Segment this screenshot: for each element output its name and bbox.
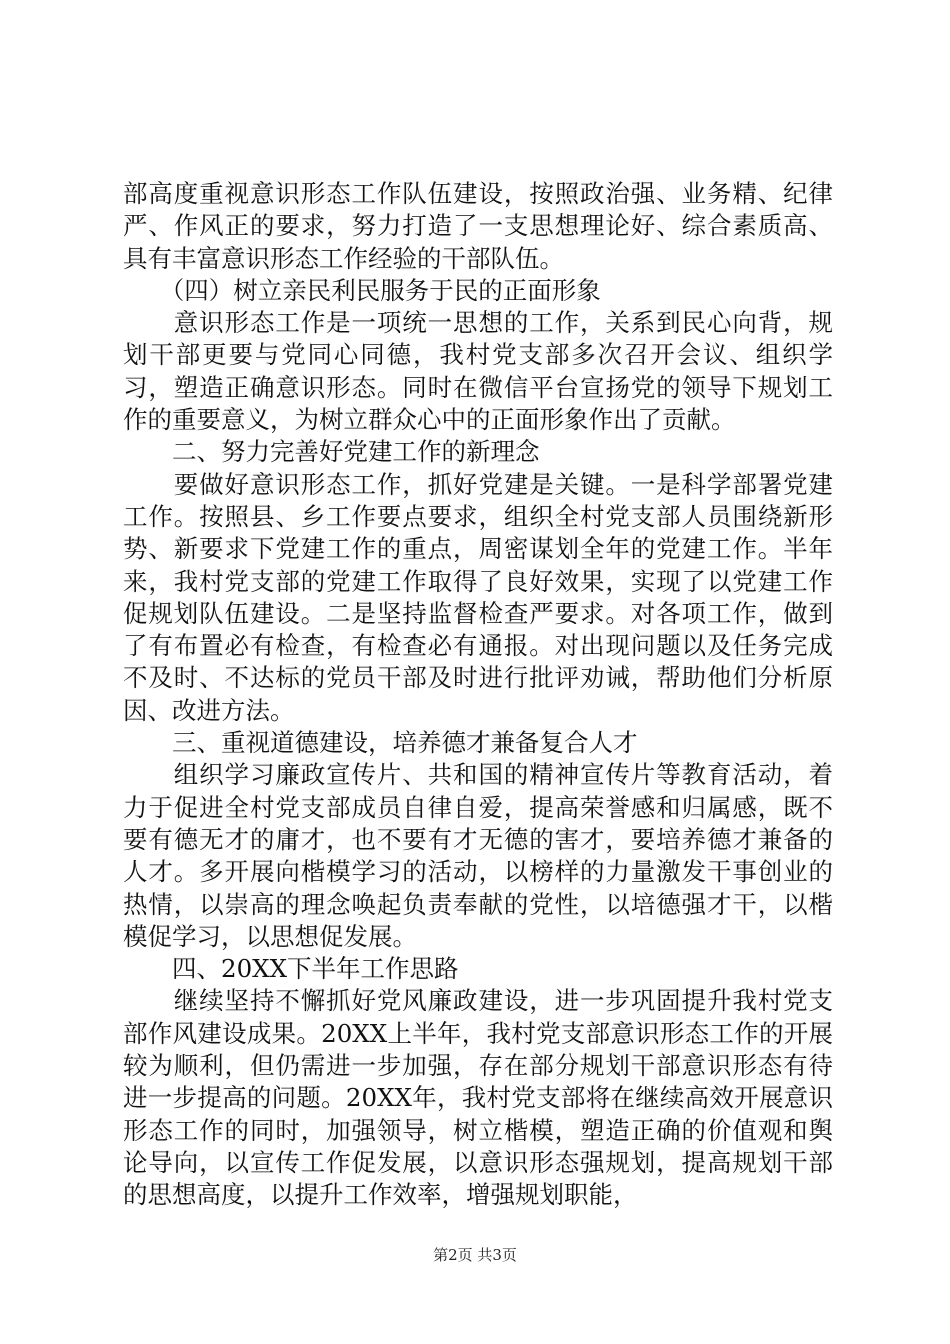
- page-footer: 第2页 共3页: [433, 1246, 517, 1264]
- paragraph: 意识形态工作是一项统一思想的工作，关系到民心向背，规划干部更要与党同心同德，我村党支部多次召开会议、组织学习，塑造正确意识形态。同时在微信平台宣扬党的领导下规划工作的重要意义，为树立群众心中的正面形象作出了贡献。: [123, 308, 833, 435]
- section-heading: 四、20XX下半年工作思路: [123, 954, 459, 984]
- section-heading: 三、重视道德建设，培养德才兼备复合人才: [123, 728, 638, 758]
- section-heading: 二、努力完善好党建工作的新理念: [123, 437, 540, 467]
- paragraph: 部高度重视意识形态工作队伍建设，按照政治强、业务精、纪律严、作风正的要求，努力打造了一支思想理论好、综合素质高、具有丰富意识形态工作经验的干部队伍。: [123, 179, 833, 273]
- paragraph: 要做好意识形态工作，抓好党建是关键。一是科学部署党建工作。按照县、乡工作要点要求，组织全村党支部人员围绕新形势、新要求下党建工作的重点，周密谋划全年的党建工作。半年来，我村党支部的党建工作取得了良好效果，实现了以党建工作促规划队伍建设。二是坚持监督检查严要求。对各项工作，做到了有布置必有检查，有检查必有通报。对出现问题以及任务完成不及时、不达标的党员干部及时进行批评劝诫，帮助他们分析原因、改进方法。: [123, 469, 833, 725]
- section-heading: （四）树立亲民利民服务于民的正面形象: [123, 275, 601, 305]
- paragraph: 组织学习廉政宣传片、共和国的精神宣传片等教育活动，着力于促进全村党支部成员自律自爱，提高荣誉感和归属感，既不要有德无才的庸才，也不要有才无德的害才，要培养德才兼备的人才。多开展向楷模学习的活动，以榜样的力量激发干事创业的热情，以崇高的理念唤起负责奉献的党性，以培德强才干，以楷模促学习，以思想促发展。: [123, 760, 833, 951]
- document-body: [123, 178, 833, 1212]
- paragraph: 继续坚持不懈抓好党风廉政建设，进一步巩固提升我村党支部作风建设成果。20XX上半年，我村党支部意识形态工作的开展较为顺利，但仍需进一步加强，存在部分规划干部意识形态有待进一步提高的问题。20XX年，我村党支部将在继续高效开展意识形态工作的同时，加强领导，树立楷模，塑造正确的价值观和舆论导向，以宣传工作促发展，以意识形态强规划，提高规划干部的思想高度，以提升工作效率，增强规划职能，: [123, 986, 833, 1210]
